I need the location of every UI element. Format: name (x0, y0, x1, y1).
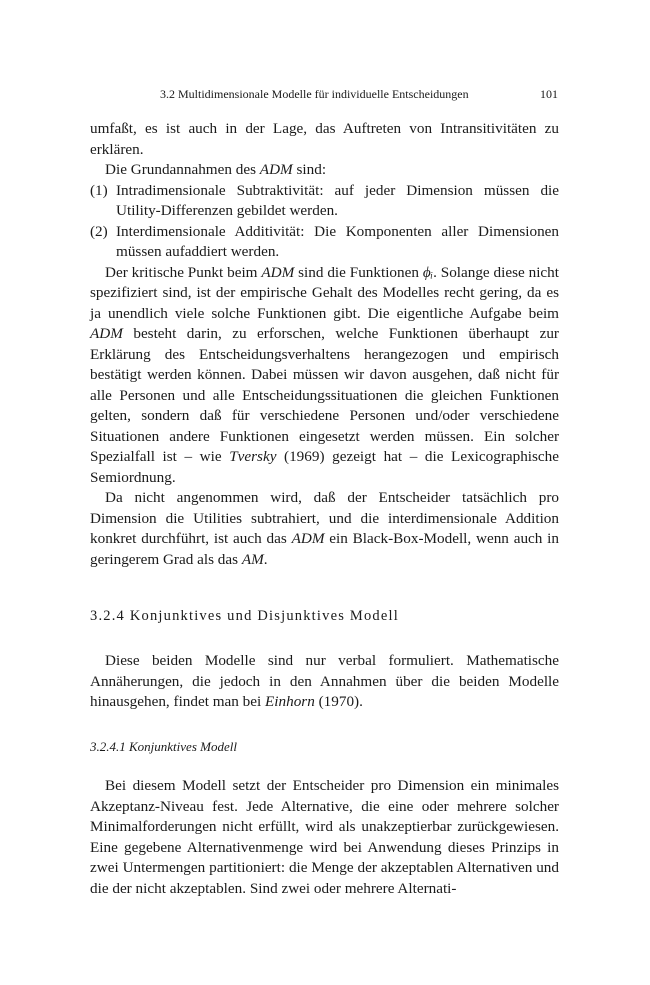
paragraph-assumptions-intro: Die Grundannahmen des ADM sind: (105, 161, 327, 178)
section-paragraph: Diese beiden Modelle sind nur verbal formuliert. Mathematische Annäherungen, die jedoch in den Annahmen über die beiden Modelle hinausgehen, findet man bei Einhorn (1970). (90, 652, 559, 710)
section-heading: 3.2.4 Konjunktives und Disjunktives Modell (90, 608, 399, 624)
paragraph-continuation: umfaßt, es ist auch in der Lage, das Auftreten von Intransitivitäten zu erklären. (90, 120, 559, 158)
author-einhorn: Einhorn (265, 693, 315, 710)
subsection-heading: 3.2.4.1 Konjunktives Modell (90, 739, 237, 754)
adm-abbrev: ADM (259, 161, 293, 178)
author-tversky: Tversky (229, 448, 277, 465)
list-text: Interdimensionale Additivität: Die Komponenten aller Dimensionen müssen aufaddiert werden. (116, 222, 559, 260)
paragraph-critical-point: Der kritische Punkt beim ADM sind die Funktionen ϕᵢ. Solange diese nicht spezifiziert sind, ist der empirische Gehalt des Modelles recht gering, da es ja unendlich viele solche Funktionen gibt. Die eigentliche Aufgabe beim ADM besteht darin, zu erforschen, welche Funktionen überhaupt zur Erklärung des Entscheidungsverhaltens herangezogen und empirisch bestätigt werden können. Dabei müssen wir davon ausgehen, daß nicht für alle Personen und alle Entscheidungssituationen die gleichen Funktionen gelten, sondern daß für verschiedene Personen und/oder verschiedene Situationen andere Funktionen eingesetzt werden müssen. Ein solcher Spezialfall ist – wie Tversky (1969) gezeigt hat – die Lexicographische Semiordnung. (90, 263, 560, 486)
list-item (90, 181, 559, 222)
subsection-paragraph: Bei diesem Modell setzt der Entscheider pro Dimension ein minimales Akzeptanz-Niveau fest. Jede Alternative, die eine oder mehrere solcher Minimalforderungen nicht erfüllt, wird als unakzeptierbar zurückgewiesen. Eine gegebene Alternativenmenge wird bei Anwendung dieses Prinzips in zwei Untermengen partitioniert: die Menge der akzeptablen Alternativen und die der nicht akzeptablen. Sind zwei oder mehrere Alternati- (90, 777, 559, 897)
paragraph-black-box: Da nicht angenommen wird, daß der Entscheider tatsächlich pro Dimension die Utilities subtrahiert, und die interdimensionale Addition konkret durchführt, ist auch das ADM ein Black-Box-Modell, wenn auch in geringerem Grad als das AM. (90, 489, 559, 568)
running-header (160, 87, 558, 102)
running-title: 3.2 Multidimensionale Modelle für individuelle Entscheidungen (160, 87, 469, 101)
list-item (90, 222, 559, 263)
list-text: Intradimensionale Subtraktivität: auf jeder Dimension müssen die Utility-Differenzen gebildet werden. (116, 181, 559, 219)
page-number: 101 (540, 87, 558, 101)
list-number: (1) (90, 181, 108, 199)
body-text-block-1 (90, 119, 559, 570)
list-number: (2) (90, 222, 108, 240)
phi-symbol: ϕᵢ (422, 263, 434, 281)
